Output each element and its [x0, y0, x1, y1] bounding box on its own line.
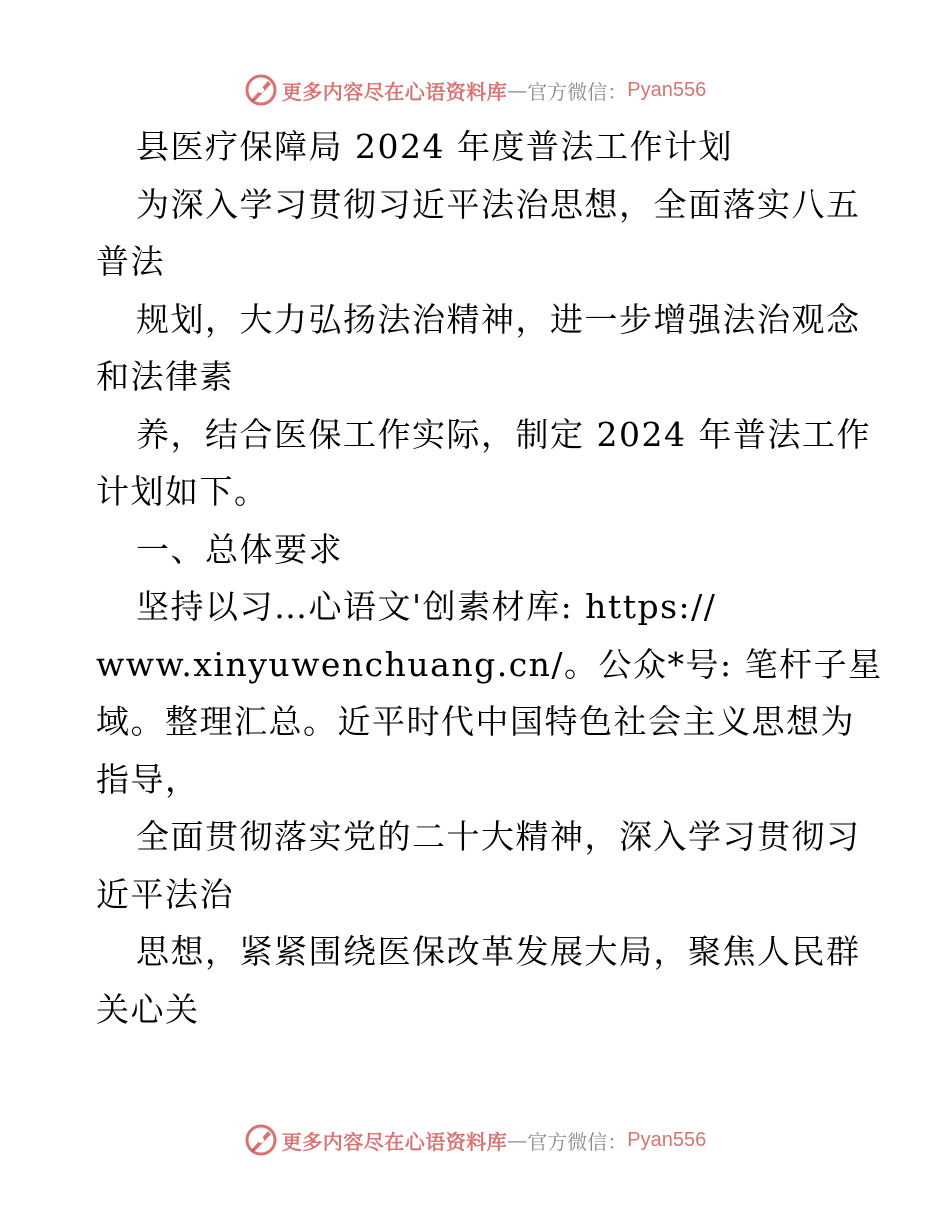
- banner-separator: —: [507, 1128, 528, 1152]
- paragraph-line: 规划，大力弘扬法治精神，进一步增强法治观念: [136, 299, 861, 339]
- banner-wechat-label: 官方微信：: [527, 1129, 628, 1154]
- paragraph-line: www.xinyuwenchuang.cn/。公众*号: 笔杆子星: [96, 644, 883, 684]
- paragraph-line: 近平法治: [96, 874, 234, 914]
- paragraph-line: 全面贯彻落实党的二十大精神，深入学习贯彻习: [136, 817, 861, 856]
- paragraph-line: 为深入学习贯彻习近平法治思想，全面落实八五: [136, 184, 861, 224]
- quill-pen-logo-icon: [244, 1123, 278, 1157]
- quill-pen-logo-icon: [244, 73, 278, 107]
- header-banner: [0, 70, 950, 110]
- banner-wechat-id: Pyan556: [627, 1128, 707, 1151]
- paragraph-line: 关心关: [96, 989, 200, 1029]
- paragraph-line: 思想，紧紧围绕医保改革发展大局，聚焦人民群: [136, 932, 861, 971]
- document-body: [96, 118, 883, 1038]
- paragraph-line: 普法: [96, 242, 165, 281]
- banner-wechat-id: Pyan556: [627, 78, 707, 101]
- section-heading: 一、总体要求: [136, 529, 343, 569]
- footer-banner: [0, 1120, 950, 1160]
- paragraph-line: 计划如下。: [96, 472, 269, 511]
- banner-wechat-label: 官方微信：: [527, 79, 628, 104]
- banner-text: 更多内容尽在心语资料库: [281, 79, 508, 104]
- document-title: 县医疗保障局 2024 年度普法工作计划: [136, 127, 733, 166]
- paragraph-line: 指导，: [96, 759, 200, 799]
- paragraph-line: 养，结合医保工作实际，制定 2024 年普法工作: [136, 414, 871, 454]
- paragraph-line: 域。整理汇总。近平时代中国特色社会主义思想为: [96, 702, 855, 741]
- paragraph-line: 和法律素: [96, 357, 234, 396]
- banner-separator: —: [507, 78, 528, 102]
- banner-text: 更多内容尽在心语资料库: [281, 1129, 508, 1154]
- paragraph-line: 坚持以习…心语文'创素材库: https://: [136, 587, 717, 626]
